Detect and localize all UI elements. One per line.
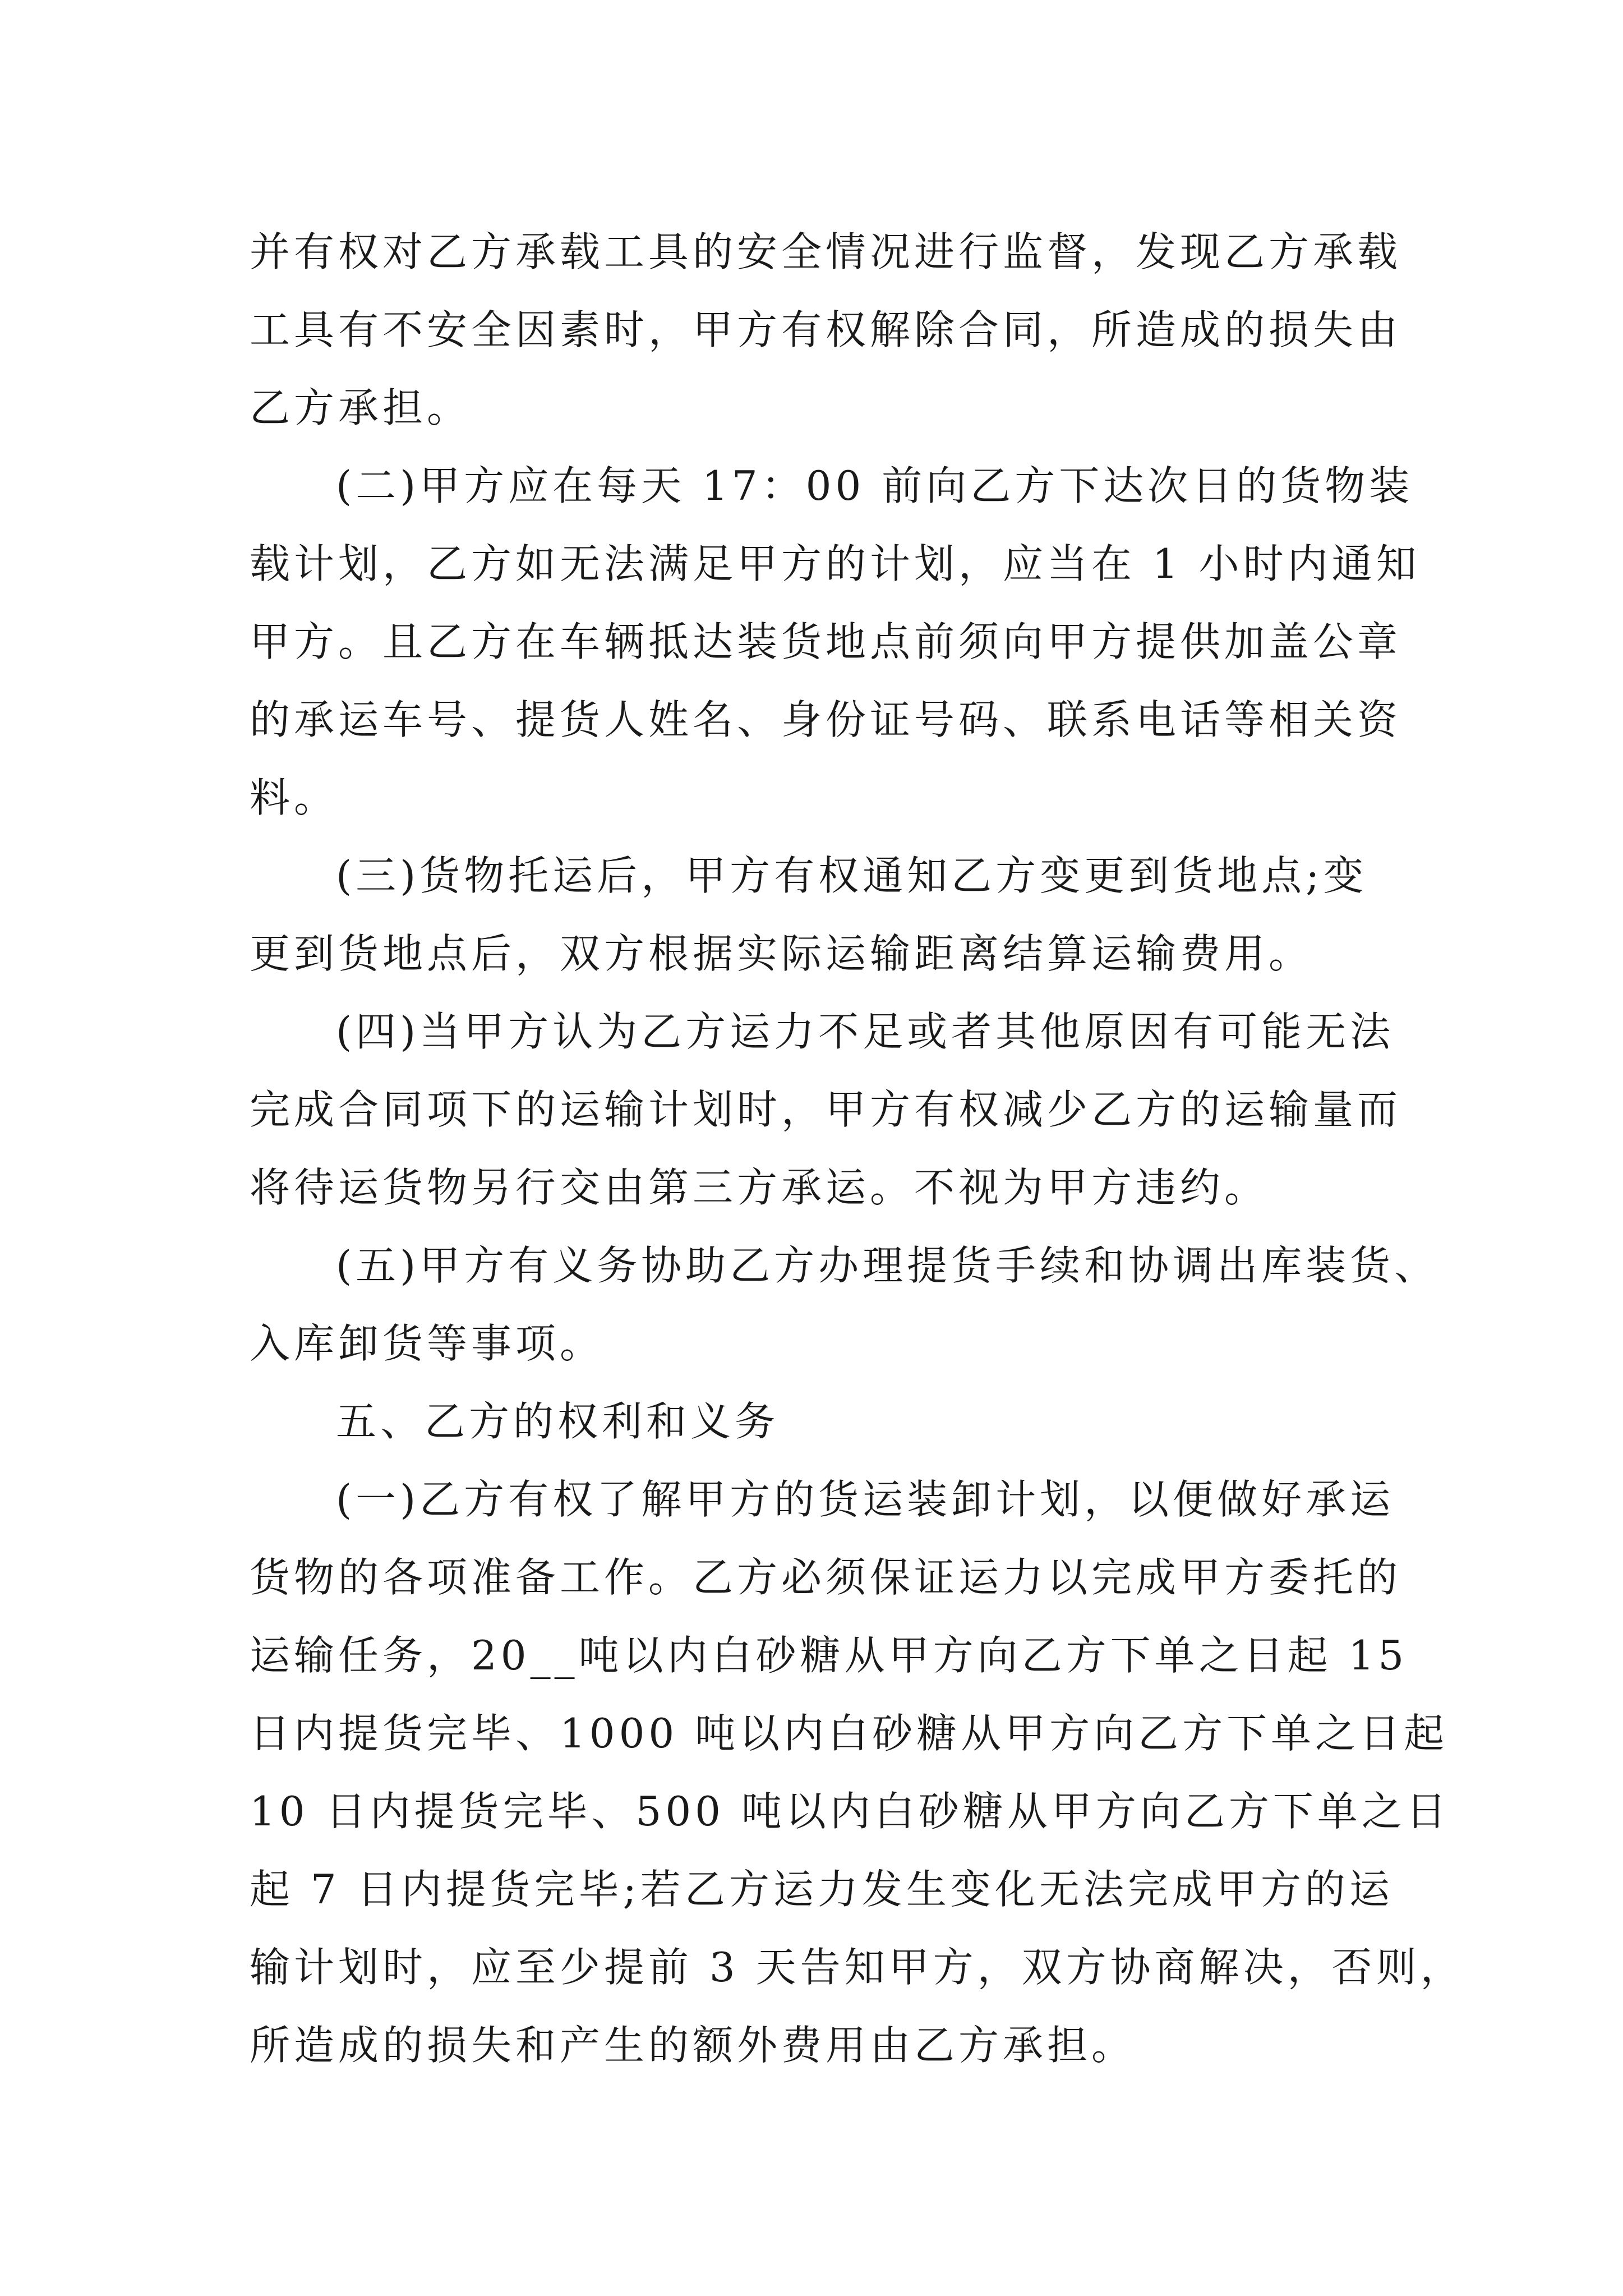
text-line: 起 7 日内提货完毕;若乙方运力发生变化无法完成甲方的运 — [250, 1866, 1394, 1913]
text-line: 载计划，乙方如无法满足甲方的计划，应当在 1 小时内通知 — [250, 540, 1421, 587]
text-line: 乙方承担。 — [250, 384, 472, 431]
text-line: 甲方。且乙方在车辆抵达装货地点前须向甲方提供加盖公章 — [250, 618, 1402, 665]
document-body — [250, 213, 1465, 2085]
clause-5-line: (五)甲方有义务协助乙方办理提货手续和协调出库装货、 — [336, 1242, 1439, 1289]
text-line: 所造成的损失和产生的额外费用由乙方承担。 — [250, 2022, 1136, 2069]
clause-3-line: (三)货物托运后，甲方有权通知乙方变更到货地点;变 — [336, 852, 1368, 899]
text-line: 运输任务，20__吨以内白砂糖从甲方向乙方下单之日起 15 — [250, 1632, 1408, 1679]
text-line: 货物的各项准备工作。乙方必须保证运力以完成甲方委托的 — [250, 1554, 1402, 1601]
text-line: 并有权对乙方承载工具的安全情况进行监督，发现乙方承载 — [250, 228, 1402, 275]
text-line: 输计划时，应至少提前 3 天告知甲方，双方协商解决，否则， — [250, 1944, 1465, 1991]
text-line: 将待运货物另行交由第三方承运。不视为甲方违约。 — [250, 1164, 1269, 1211]
clause-1-line: (一)乙方有权了解甲方的货运装卸计划，以便做好承运 — [336, 1476, 1395, 1523]
clause-2-line: (二)甲方应在每天 17：00 前向乙方下达次日的货物装 — [336, 462, 1414, 509]
text-line: 料。 — [250, 774, 339, 821]
text-line: 10 日内提货完毕、500 吨以内白砂糖从甲方向乙方下单之日 — [250, 1788, 1450, 1835]
clause-4-line: (四)当甲方认为乙方运力不足或者其他原因有可能无法 — [336, 1008, 1395, 1055]
text-line: 日内提货完毕、1000 吨以内白砂糖从甲方向乙方下单之日起 — [250, 1710, 1449, 1757]
section-heading: 五、乙方的权利和义务 — [336, 1398, 780, 1445]
text-line: 工具有不安全因素时，甲方有权解除合同，所造成的损失由 — [250, 306, 1402, 353]
text-line: 更到货地点后，双方根据实际运输距离结算运输费用。 — [250, 930, 1313, 977]
text-line: 的承运车号、提货人姓名、身份证号码、联系电话等相关资 — [250, 696, 1402, 743]
text-line: 入库卸货等事项。 — [250, 1320, 605, 1367]
text-line: 完成合同项下的运输计划时，甲方有权减少乙方的运输量而 — [250, 1086, 1402, 1133]
